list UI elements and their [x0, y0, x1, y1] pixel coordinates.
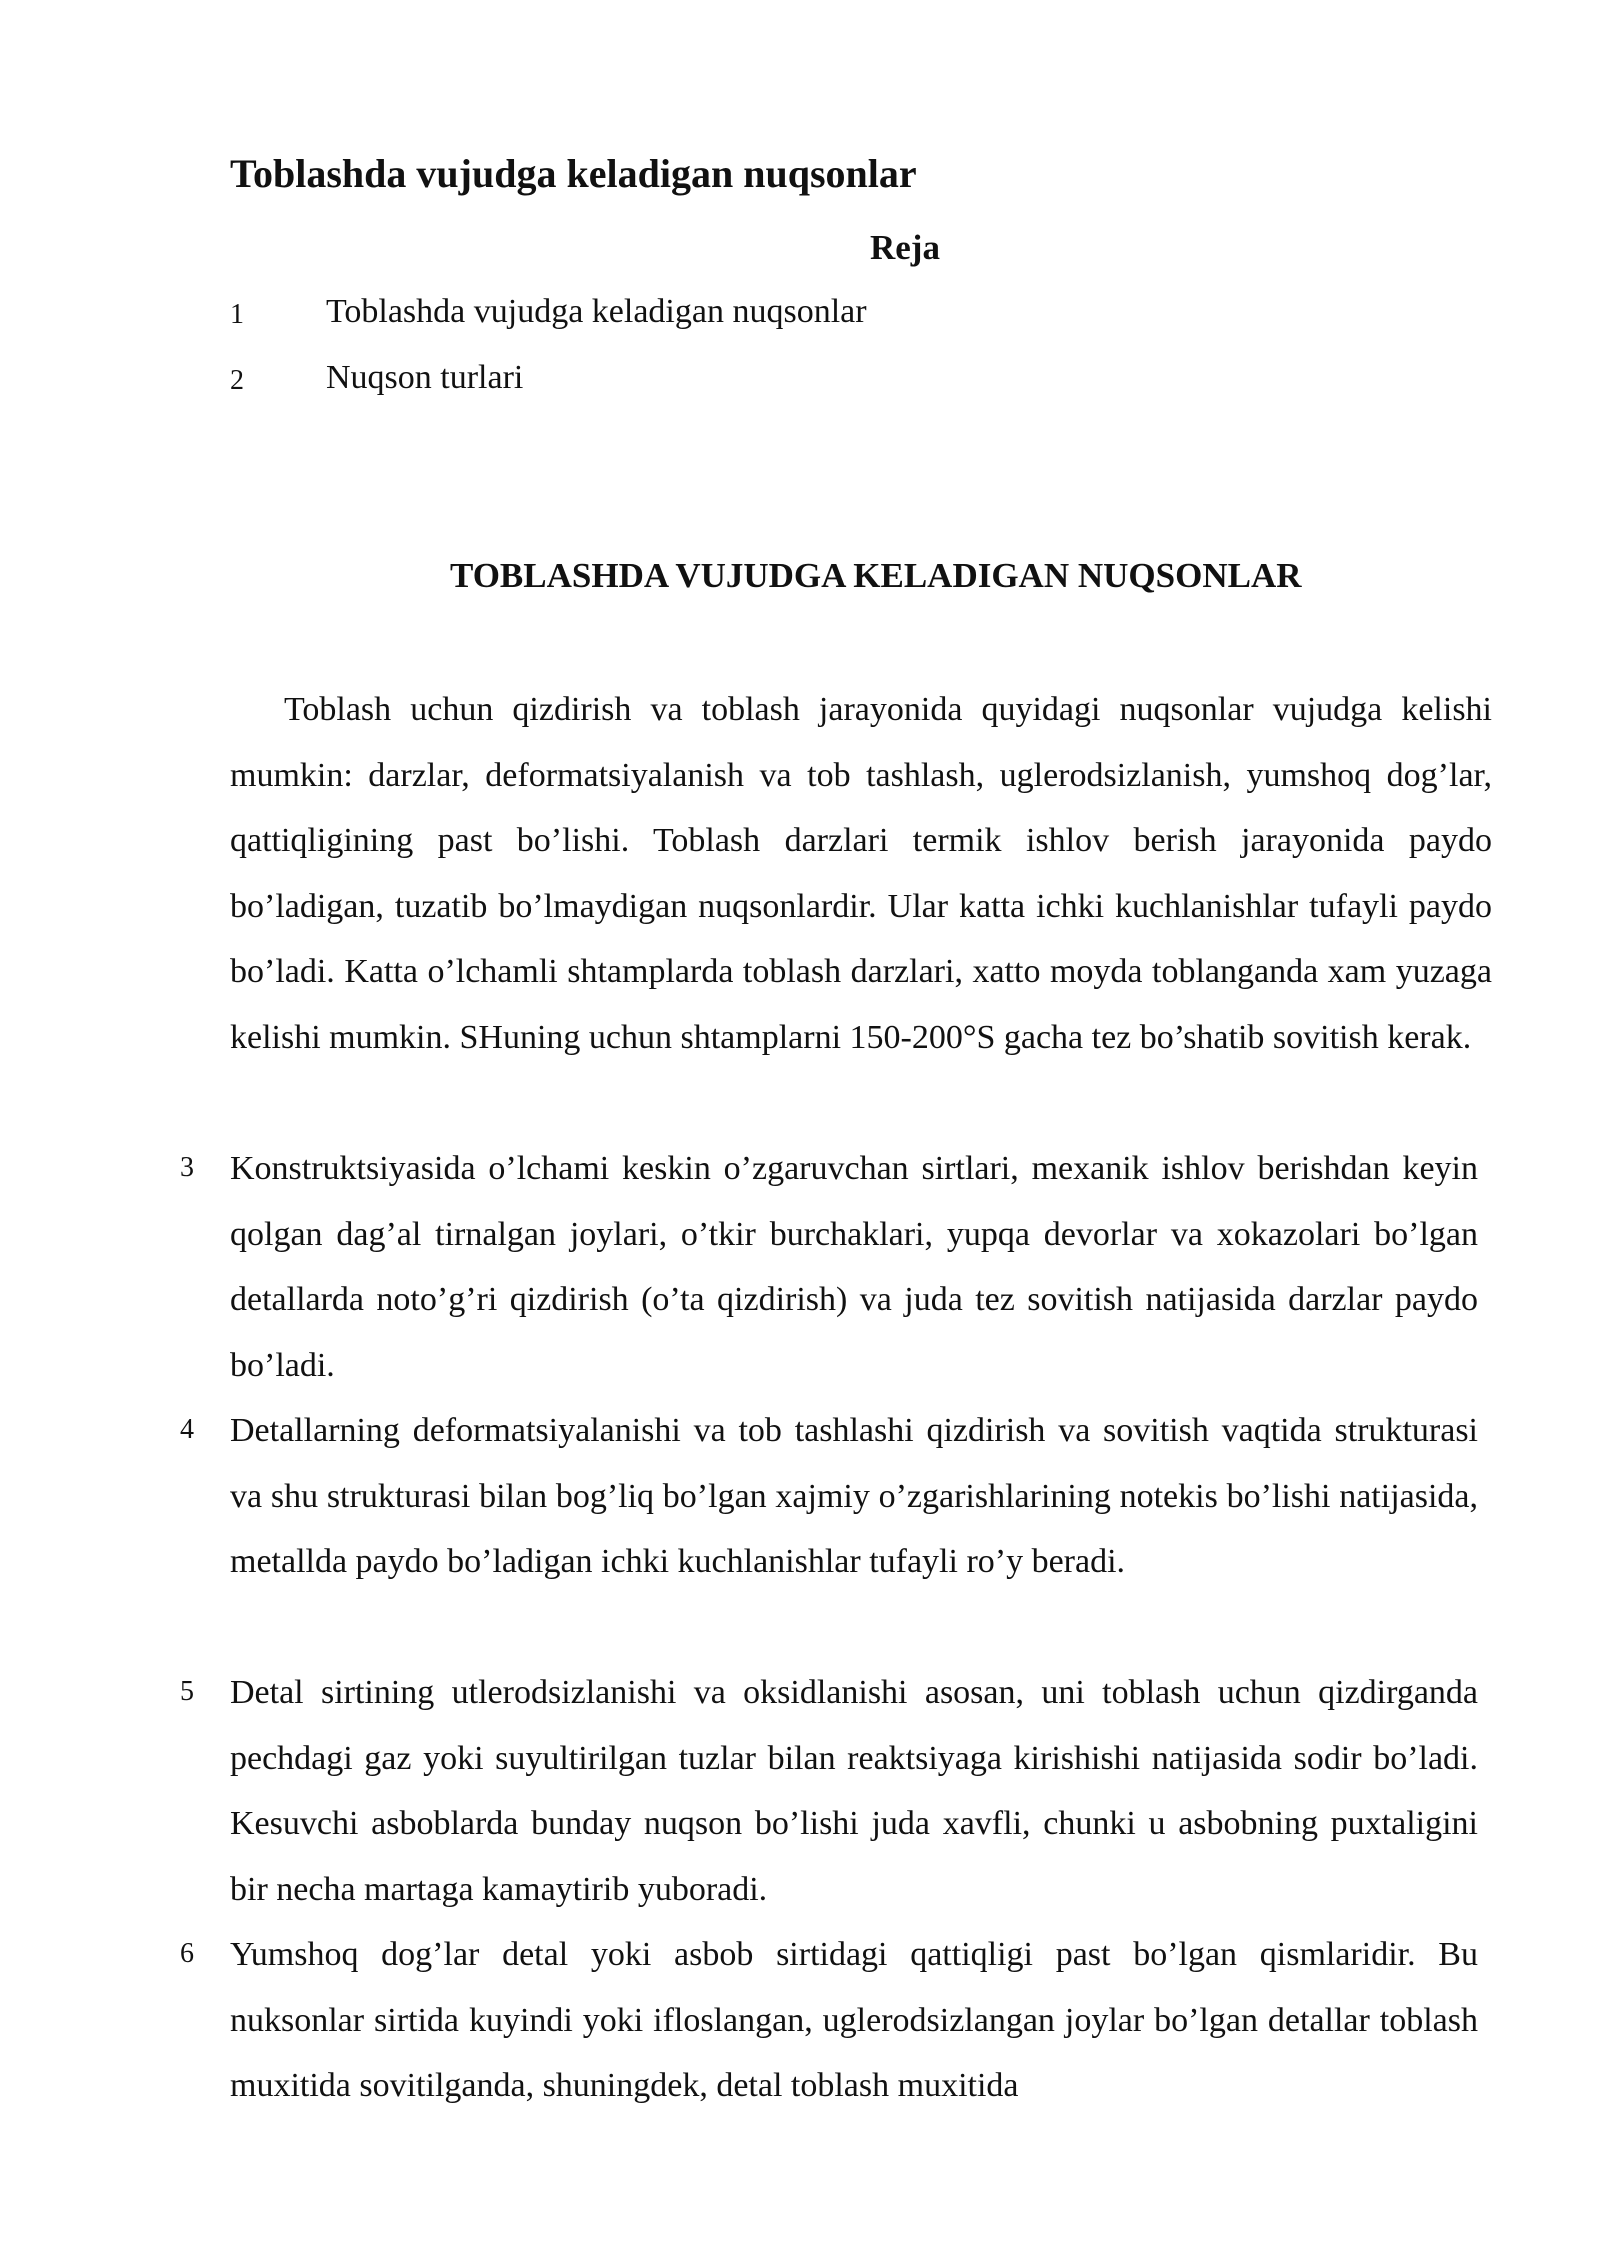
plan-item-number: 1 [230, 299, 244, 330]
paragraph-number: 3 [180, 1152, 194, 1183]
paragraph-number: 5 [180, 1676, 194, 1707]
plan-item [0, 359, 1600, 409]
paragraph-number: 4 [180, 1414, 194, 1445]
paragraph-text: Konstruktsiyasida o’lchami keskin o’zgaruvchan sirtlari, mexanik ishlov berishdan keyin qolgan dag’al tirnalgan joylari, o’tkir burchaklari, yupqa devorlar va xokazolari bo’lgan detallarda noto’g’ri qizdirish (o’ta qizdirish) va juda tez sovitish natijasida darzlar paydo bo’ladi. [230, 1150, 1478, 1384]
document-title: Toblashda vujudga keladigan nuqsonlar [230, 151, 917, 196]
paragraph-number: 6 [180, 1938, 194, 1969]
plan-item-number: 2 [230, 365, 244, 396]
plan-item-text: Toblashda vujudga keladigan nuqsonlar [326, 293, 867, 330]
paragraph-text: Detallarning deformatsiyalanishi va tob tashlashi qizdirish va sovitish vaqtida strukturasi va shu strukturasi bilan bog’liq bo’lgan xajmiy o’zgarishlarining notekis bo’lishi natijasida, metallda paydo bo’ladigan ichki kuchlanishlar tufayli ro’y beradi. [230, 1412, 1478, 1580]
section-heading: TOBLASHDA VUJUDGA KELADIGAN NUQSONLAR [450, 556, 1302, 595]
plan-item-text: Nuqson turlari [326, 359, 524, 396]
paragraph-text: Detal sirtining utlerodsizlanishi va oksidlanishi asosan, uni toblash uchun qizdirganda pechdagi gaz yoki suyultirilgan tuzlar bilan reaktsiyaga kirishishi natijasida sodir bo’ladi. Kesuvchi asboblarda bunday nuqson bo’lishi juda xavfli, chunki u asbobning puxtaligini bir necha martaga kamaytirib yuboradi. [230, 1674, 1478, 1908]
intro-paragraph: Toblash uchun qizdirish va toblash jarayonida quyidagi nuqsonlar vujudga kelishi mumkin: darzlar, deformatsiyalanish va tob tashlash, uglerodsizlanish, yumshoq dog’lar, qattiqligining past bo’lishi. Toblash darzlari termik ishlov berish jarayonida paydo bo’ladigan, tuzatib bo’lmaydigan nuqsonlardir. Ular katta ichki kuchlanishlar tufayli paydo bo’ladi. Katta o’lchamli shtamplarda toblash darzlari, xatto moyda toblanganda xam yuzaga kelishi mumkin. SHuning uchun shtamplarni 150-200°S gacha tez bo’shatib sovitish kerak. [230, 691, 1492, 1056]
plan-item [0, 293, 1600, 343]
paragraph-text: Yumshoq dog’lar detal yoki asbob sirtidagi qattiqligi past bo’lgan qismlaridir. Bu nuksonlar sirtida kuyindi yoki ifloslangan, uglerodsizlangan joylar bo’lgan detallar toblash muxitida sovitilganda, shuningdek, detal toblash muxitida [230, 1936, 1478, 2104]
plan-heading: Reja [870, 228, 940, 267]
